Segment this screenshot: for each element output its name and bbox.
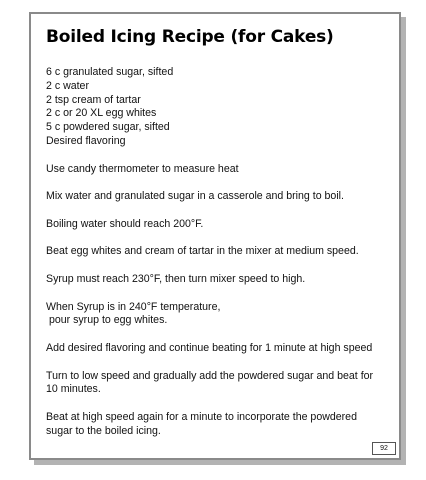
instruction-step: [46, 411, 394, 439]
ingredient-item: 2 c or 20 XL egg whites: [46, 107, 157, 120]
instruction-line: Beat egg whites and cream of tartar in the mixer at medium speed.: [46, 245, 359, 258]
recipe-card: [29, 12, 401, 460]
instruction-step: [46, 370, 394, 398]
instruction-line: Add desired flavoring and continue beating for 1 minute at high speed: [46, 341, 373, 354]
instruction-line: Turn to low speed and gradually add the powdered sugar and beat for: [46, 369, 374, 382]
ingredient-item: Desired flavoring: [46, 134, 126, 147]
instruction-step: [46, 273, 394, 287]
instruction-step: [46, 190, 394, 204]
ingredient-item: 5 c powdered sugar, sifted: [46, 121, 170, 134]
instruction-line: Boiling water should reach 200°F.: [46, 217, 204, 230]
instruction-step: [46, 342, 394, 356]
recipe-title: Boiled Icing Recipe (for Cakes): [46, 27, 334, 47]
instruction-line: Mix water and granulated sugar in a casserole and bring to boil.: [46, 190, 344, 203]
instruction-step: [46, 301, 394, 329]
ingredient-list: [46, 66, 394, 149]
recipe-content: [46, 66, 394, 439]
ingredient-item: 2 tsp cream of tartar: [46, 93, 141, 106]
instruction-step: [46, 218, 394, 232]
instruction-line: When Syrup is in 240°F temperature,: [46, 300, 221, 313]
instruction-line: Syrup must reach 230°F, then turn mixer speed to high.: [46, 272, 306, 285]
instruction-step: [46, 163, 394, 177]
ingredient-item: 6 c granulated sugar, sifted: [46, 66, 174, 78]
instruction-line: 10 minutes.: [46, 383, 101, 396]
instruction-list: [46, 163, 394, 439]
ingredient-item: 2 c water: [46, 79, 89, 92]
instruction-line: Beat at high speed again for a minute to incorporate the powdered: [46, 410, 357, 423]
instruction-step: [46, 245, 394, 259]
instruction-line: sugar to the boiled icing.: [46, 424, 161, 437]
instruction-line: pour syrup to egg whites.: [46, 314, 168, 327]
instruction-line: Use candy thermometer to measure heat: [46, 162, 239, 175]
page-number: 92: [372, 442, 396, 455]
